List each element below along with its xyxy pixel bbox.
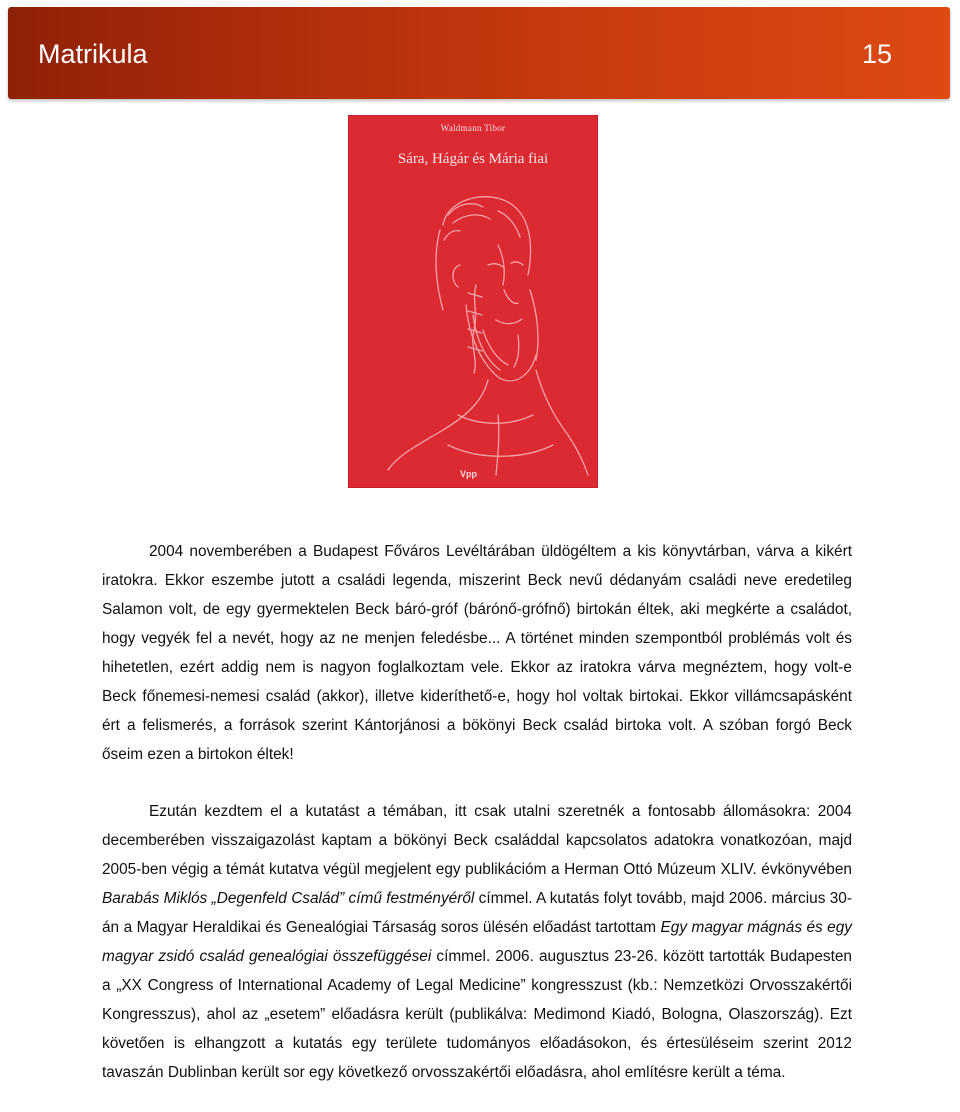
- paragraph-2-part-1: Ezután kezdtem el a kutatást a témában, itt csak utalni szeretnék a fontosabb állomásokra: 2004 decemberében visszaigazolást kaptam a bökönyi Beck családdal kapcsolatos adatokra vonatkozóan, majd 2005-ben végig a témát kutatva végül megjelent egy publikációm a Herman Ottó Múzeum XLIV. évkönyvében: [102, 803, 852, 878]
- paragraph-1: [102, 537, 852, 769]
- paragraph-2-text: [102, 797, 852, 1087]
- paragraph-2-italic-title-1: Barabás Miklós „Degenfeld Család” című festményéről: [102, 890, 475, 907]
- page-number: 15: [861, 39, 892, 69]
- page-header: [8, 7, 950, 99]
- cover-author: Waldmann Tibor: [440, 123, 506, 133]
- paragraph-2-italic-title-2: Egy magyar mágnás és egy magyar zsidó család genealógiai összefüggései: [102, 919, 852, 965]
- paragraph-2: [102, 797, 852, 1087]
- cover-publisher-logo: Vpp: [460, 469, 477, 479]
- paragraph-1-text: 2004 novemberében a Budapest Főváros Levéltárában üldögéltem a kis könyvtárban, várva a kikért iratokra. Ekkor eszembe jutott a családi legenda, miszerint Beck nevű dédanyám családi neve eredetileg Salamon volt, de egy gyermektelen Beck báró-gróf (bárónő-grófnő) birtokán éltek, aki megkérte a családot, hogy vegyék fel a nevét, hogy az ne menjen feledésbe... A történet minden szempontból problémás volt és hihetetlen, ezért addig nem is nagyon foglalkoztam vele. Ekkor az iratokra várva megnéztem, hogy volt-e Beck főnemesi-nemesi család (akkor), illetve kideríthető-e, hogy hol voltak birtokai. Ekkor villámcsapásként ért a felismerés, a források szerint Kántorjánosi a bökönyi Beck család birtoka volt. A szóban forgó Beck őseim ezen a birtokon éltek!: [102, 543, 852, 763]
- cover-title: Sára, Hágár és Mária fiai: [397, 151, 549, 167]
- paragraph-2-part-3: címmel. 2006. augusztus 23-26. között tartották Budapesten a „XX Congress of International Academy of Legal Medicine” kongresszust (kb.: Nemzetközi Orvosszakértői Kongresszus), ahol az „esetem” előadásra került (publikálva: Medimond Kiadó, Bologna, Olaszország). Ezt követően is elhangzott a kutatás egy területe tudományos előadásokon, és értesüléseim szerint 2012 tavaszán Dublinban került sor egy következő orvosszakértői előadásra, ahol említésre került a téma.: [102, 948, 852, 1081]
- book-cover-image: [348, 115, 598, 488]
- header-title: Matrikula: [38, 39, 148, 69]
- cover-portrait-illustration: [348, 115, 598, 488]
- paragraph-2-part-2: címmel. A kutatás folyt tovább, majd 2006. március 30-án a Magyar Heraldikai és Genealógiai Társaság soros ülésén előadást tartottam: [102, 890, 852, 936]
